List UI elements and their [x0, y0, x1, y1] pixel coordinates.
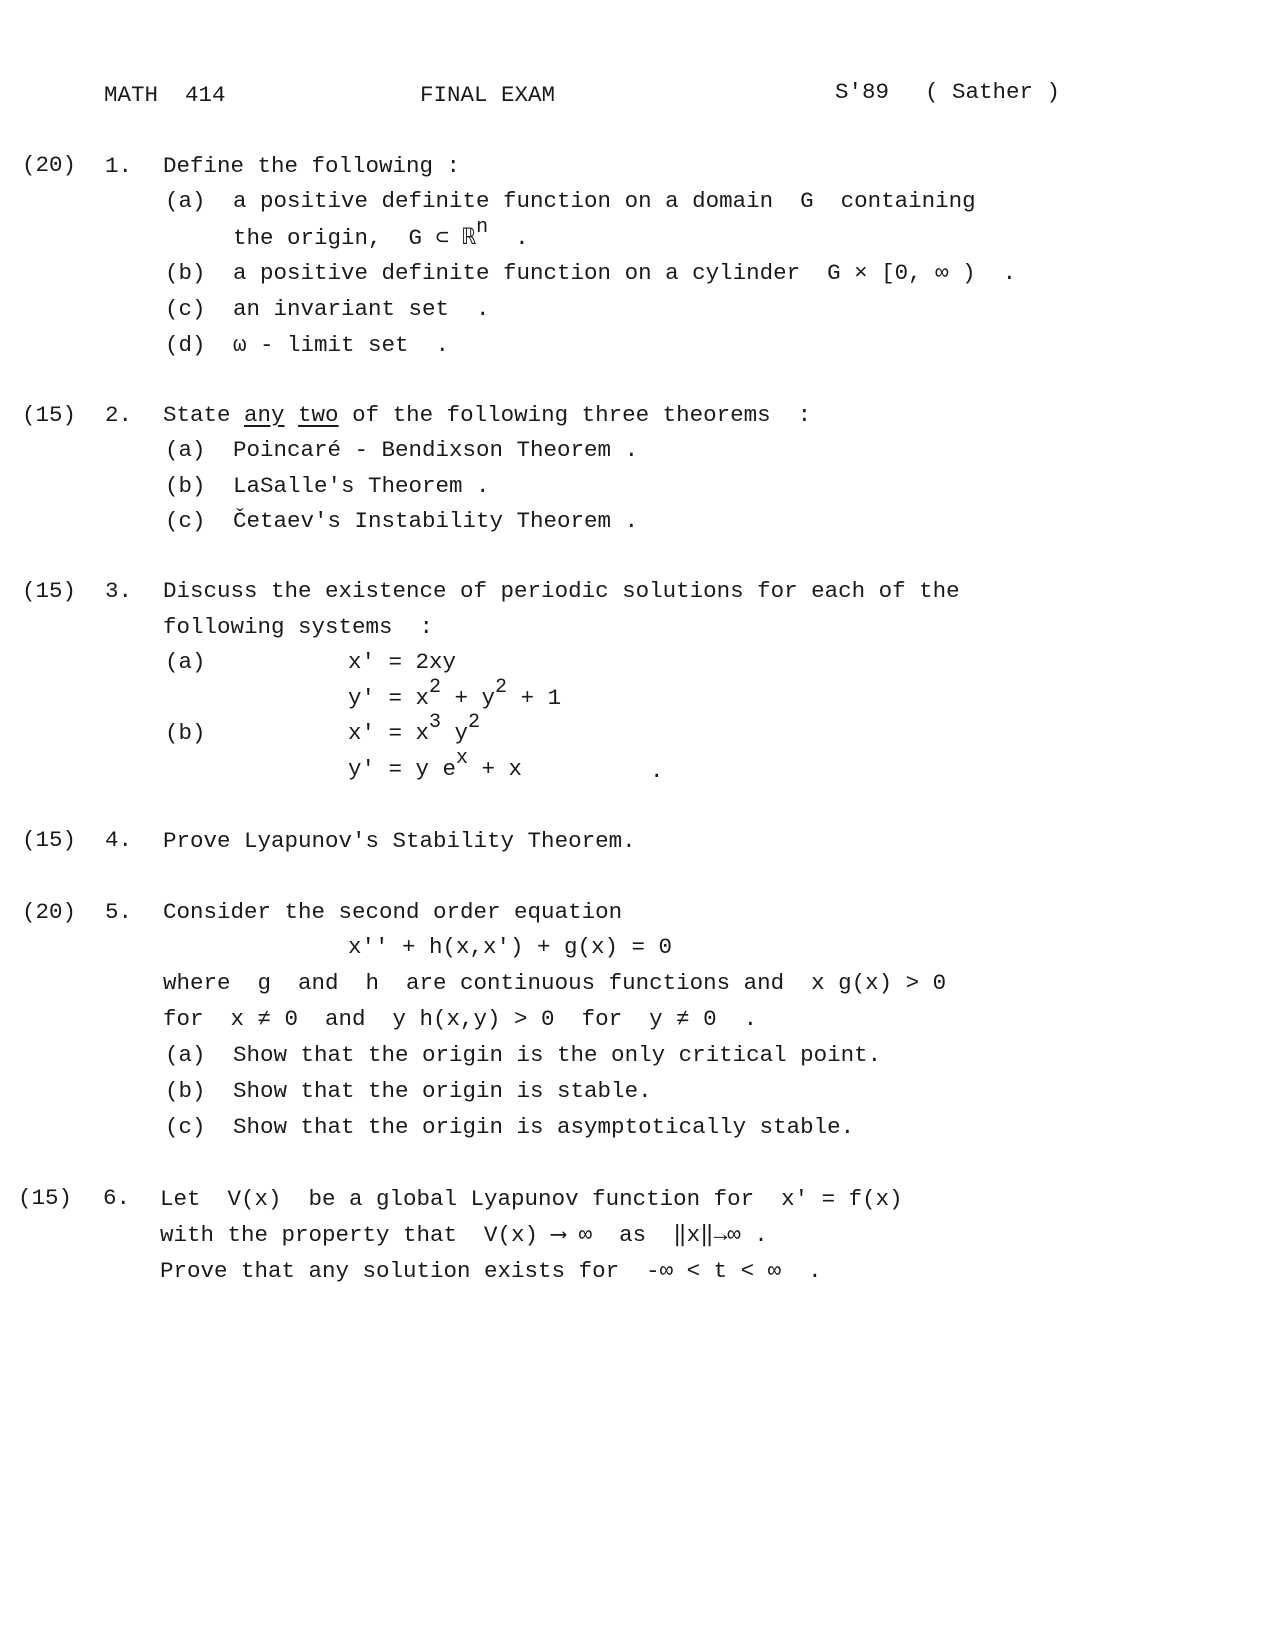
q5-a-text: Show that the origin is the only critical point. — [233, 1042, 882, 1068]
q1-a-text-cont — [233, 216, 529, 253]
q5-a-label: (a) — [165, 1042, 206, 1068]
q1-prompt: Define the following : — [163, 153, 461, 179]
q5-points: (20) — [22, 899, 77, 925]
q2-b-label: (b) — [165, 473, 206, 499]
q1-a-label: (a) — [165, 188, 206, 214]
q1-number: 1. — [105, 153, 133, 179]
q2-prompt — [163, 402, 811, 428]
q1-d-text: ω - limit set . — [233, 332, 450, 358]
q6-line3: Prove that any solution exists for -∞ < t < ∞ . — [160, 1258, 822, 1284]
q3-line2: following systems : — [163, 614, 434, 640]
superscript: x — [456, 747, 469, 770]
q1-a-text2: the origin, G ⊂ ℝ — [233, 225, 477, 251]
superscript: 2 — [468, 711, 481, 734]
instructor: ( Sather ) — [925, 79, 1061, 105]
eq-part: + 1 — [507, 685, 562, 711]
superscript: 3 — [429, 711, 442, 734]
q5-line2: for x ≠ 0 and y h(x,y) > 0 for y ≠ 0 . — [163, 1006, 758, 1032]
q3-b-eq2 — [348, 747, 523, 784]
q3-a-label: (a) — [165, 649, 206, 675]
q1-b-text: a positive definite function on a cylinder G × [0, ∞ ) . — [233, 260, 1017, 286]
q1-b-label: (b) — [165, 260, 206, 286]
superscript: 2 — [495, 676, 508, 699]
q4-text: Prove Lyapunov's Stability Theorem. — [163, 828, 636, 854]
eq-part: + x — [468, 756, 523, 782]
exam-title: FINAL EXAM — [420, 82, 556, 108]
eq-part: y — [441, 720, 469, 746]
q2-a-text: Poincaré - Bendixson Theorem . — [233, 437, 639, 463]
eq-part: + y — [441, 685, 496, 711]
q3-points: (15) — [22, 578, 77, 604]
course-code: MATH 414 — [104, 82, 226, 108]
q3-b-eq1 — [348, 711, 481, 748]
q2-a-label: (a) — [165, 437, 206, 463]
q1-points: (20) — [22, 152, 77, 178]
superscript: n — [476, 216, 489, 239]
q5-line1: where g and h are continuous functions and x g(x) > 0 — [163, 970, 947, 996]
q4-points: (15) — [22, 827, 77, 853]
q6-number: 6. — [103, 1185, 131, 1211]
q3-end-period: . — [650, 758, 664, 784]
q5-b-label: (b) — [165, 1078, 206, 1104]
q5-equation: x'' + h(x,x') + g(x) = 0 — [348, 934, 673, 960]
q2-underlined-two: two — [298, 402, 339, 428]
q2-c-label: (c) — [165, 508, 206, 534]
q3-a-eq1: x' = 2xy — [348, 649, 457, 675]
q3-number: 3. — [105, 578, 133, 604]
eq-part: y' = x — [348, 685, 430, 711]
q3-line1: Discuss the existence of periodic solutions for each of the — [163, 578, 960, 604]
space — [285, 402, 299, 428]
q5-c-label: (c) — [165, 1114, 206, 1140]
q4-number: 4. — [105, 827, 133, 853]
q2-number: 2. — [105, 402, 133, 428]
q5-c-text: Show that the origin is asymptotically stable. — [233, 1114, 855, 1140]
q2-points: (15) — [22, 402, 77, 428]
q1-c-text: an invariant set . — [233, 296, 490, 322]
q2-prompt-start: State — [163, 402, 245, 428]
q1-c-label: (c) — [165, 296, 206, 322]
q5-number: 5. — [105, 899, 133, 925]
exam-term: S'89 — [835, 79, 890, 105]
q1-a-end: . — [488, 225, 529, 251]
superscript: 2 — [429, 676, 442, 699]
q5-b-text: Show that the origin is stable. — [233, 1078, 652, 1104]
q1-d-label: (d) — [165, 332, 206, 358]
q2-b-text: LaSalle's Theorem . — [233, 473, 490, 499]
q1-a-text: a positive definite function on a domain G containing — [233, 188, 976, 214]
q3-a-eq2 — [348, 676, 562, 713]
q5-prompt: Consider the second order equation — [163, 899, 623, 925]
q2-c-text: Četaev's Instability Theorem . — [233, 508, 639, 534]
q2-underlined-any: any — [244, 402, 285, 428]
q2-prompt-end: of the following three theorems : — [338, 402, 812, 428]
q3-b-label: (b) — [165, 720, 206, 746]
eq-part: x' = x — [348, 720, 430, 746]
eq-part: y' = y e — [348, 756, 457, 782]
q6-line1: Let V(x) be a global Lyapunov function for x' = f(x) — [160, 1186, 903, 1212]
q6-line2: with the property that V(x) ⟶ ∞ as ‖x‖→∞ . — [160, 1222, 768, 1248]
q6-points: (15) — [18, 1185, 73, 1211]
